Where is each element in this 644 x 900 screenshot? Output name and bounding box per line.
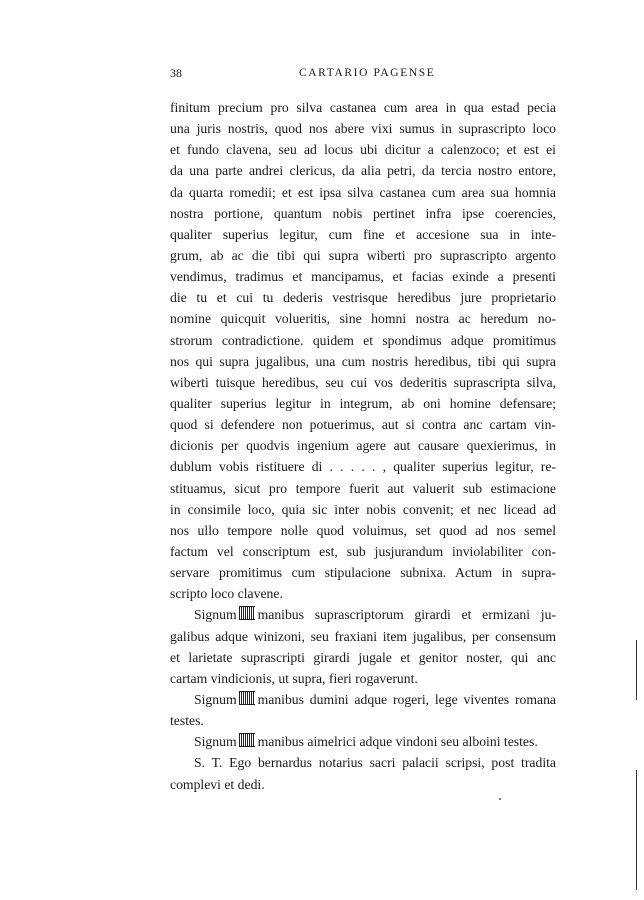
text-line: da una parte andrei clericus, da alia petri, da tercia nostro entore,	[170, 163, 556, 179]
text-line: wiberti tuisque heredibus, seu cui vos dederitis suprascripta silva,	[170, 374, 556, 390]
text-line: nostra portione, quantum nobis pertinet infra ipse coerencies,	[170, 205, 556, 221]
text-line: una juris nostris, quod nos abere vixi sumus in suprascripto loco	[170, 121, 556, 137]
signum-line	[170, 604, 556, 625]
text-line: dublum vobis ristituere di . . . . . , qualiter superius legitur, re-	[170, 459, 556, 475]
signum-text: manibus aimelrici adque vindoni seu alboini testes.	[257, 734, 538, 750]
text-line: scripto loco clavene.	[170, 586, 283, 602]
page-header	[170, 66, 556, 84]
text-line: factum vel conscriptum est, sub jusjurandum inviolabiliter con-	[170, 543, 556, 559]
signum-word: Signum	[194, 607, 237, 623]
text-line: qualiter superius legitur in integrum, ab oni homine defensare;	[170, 395, 556, 411]
text-line: et fundo clavena, seu ad locus ubi dicitur a calenzoco; et est ei	[170, 142, 556, 158]
text-line: stituamus, sicut pro tempore fuerit aut valuerit sub estimacione	[170, 480, 556, 496]
text-line: nomine quicquit volueritis, sine homni nostra ac heredum no-	[170, 311, 556, 327]
signum-word: Signum	[194, 734, 237, 750]
text-line: grum, ab ac die tibi qui supra wiberti pro suprascripto argento	[170, 247, 556, 263]
signum-line	[170, 689, 556, 710]
text-line: galibus adque winizoni, seu fraxiani item jugalibus, per consensum	[170, 628, 556, 644]
signum-text: manibus suprascriptorum girardi et ermizani ju-	[257, 607, 556, 623]
text-line: finitum precium pro silva castanea cum area in qua estad pecia	[170, 100, 556, 115]
text-line: qualiter superius legitur, cum fine et accesione sua in inte-	[170, 226, 556, 242]
signum-mark-icon	[239, 691, 255, 705]
text-line: dicionis per quodvis ingenium agere aut causare quexierimus, in	[170, 438, 556, 454]
signum-mark-icon	[239, 606, 255, 620]
text-line: in consimile loco, quia sic inter nobis convenit; et nec licead ad	[170, 501, 556, 517]
text-line: quod si defendere non potuerimus, aut si contra anc cartam vin-	[170, 417, 556, 433]
text-line: nos ullo tempore nolle quod voluimus, set quod ad nos semel	[170, 522, 556, 538]
scan-speck	[499, 798, 501, 800]
text-line: cartam vindicionis, ut supra, fieri rogaverunt.	[170, 670, 418, 686]
scan-edge-line	[636, 640, 637, 700]
text-line: strorum contradictione. quidem et spondimus adque promitimus	[170, 332, 556, 348]
signum-text: manibus dumini adque rogeri, lege viventes romana	[257, 691, 556, 707]
text-line: nos qui supra jugalibus, una cum nostris heredibus, tibi qui supra	[170, 353, 556, 369]
signum-line	[170, 731, 556, 752]
text-line: testes.	[170, 713, 204, 729]
running-title: CARTARIO PAGENSE	[299, 67, 436, 79]
notary-subscription: S. T. Ego bernardus notarius sacri palacii scripsi, post tradita	[194, 755, 556, 771]
signum-mark-icon	[239, 733, 255, 747]
text-line: die tu et cui tu dederis vestrisque heredibus jure proprietario	[170, 290, 556, 306]
scan-edge-line	[636, 770, 637, 890]
body-text	[170, 97, 556, 795]
text-line: vendimus, tradimus et mancipamus, et facias exinde a presenti	[170, 269, 556, 285]
text-line: et larietate suprascripti girardi jugale et genitor noster, qui anc	[170, 649, 556, 665]
page-number: 38	[170, 66, 182, 80]
signum-word: Signum	[194, 691, 237, 707]
text-line: servare promitimus cum stipulacione subnixa. Actum in supra-	[170, 565, 556, 581]
text-line: complevi et dedi.	[170, 776, 265, 792]
text-line: da quarta romedii; et est ipsa silva castanea cum area sua homnia	[170, 184, 556, 200]
